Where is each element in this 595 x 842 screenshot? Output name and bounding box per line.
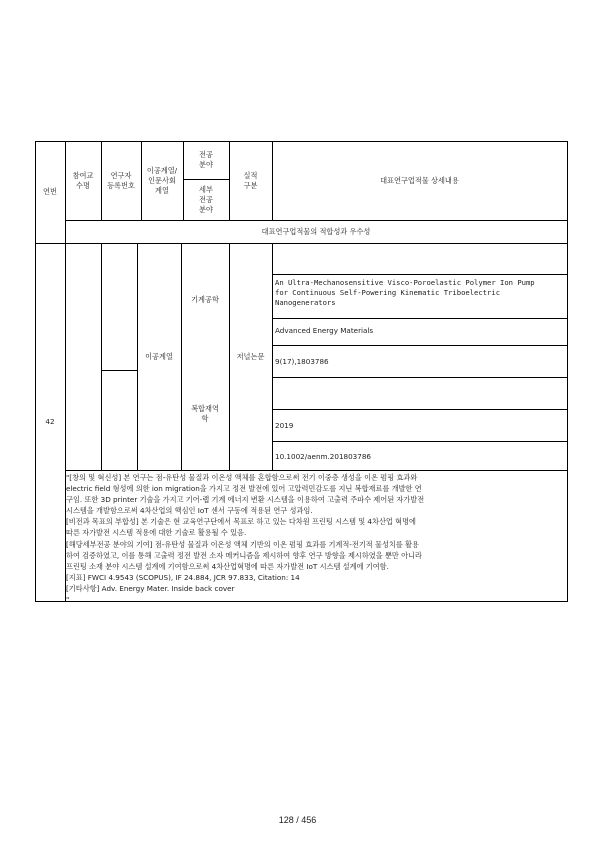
entry-number: 42 (45, 417, 55, 426)
header-detail: 대표연구업적물 상세내용 (380, 176, 459, 185)
header-no: 연번 (43, 187, 57, 196)
page-number: 128 / 456 (278, 815, 317, 825)
entry-title: An Ultra-Mechanosensitive Visco-Poroelastic Polymer Ion Pump for Continuous Self-Powering Kinematic Triboelectric Nanogenerators (275, 278, 535, 307)
entry-doi: 10.1002/aenm.201803786 (275, 452, 371, 461)
entry-sub-major: 복합재역 학 (191, 404, 219, 423)
fitness-description: "[창의 및 혁신성] 본 연구는 점-유탄성 물질과 이온성 액체를 혼합함으로써 전기 이중층 생성을 이온 펌핑 효과와 electric field 형성에 의한 ion migration을 가지고 정전 발전에 있어 고압력민감도를 지닌 복합재료를 개발한 연 구임. 또한 3D printer 기술을 가지고 기어-랩 기계 에너지 변환 시스템을 이용하여 고출력 주파수 제어된 자가발전 시스템을 개발함으로써 4차산업의 핵심인 IoT 센서 구동에 적용된 연구 성과임. [비전과 목표의 부합성] 본 기술은 현 교육연구단에서 목표로 하고 있는 다차원 프린팅 시스템 및 4차산업 혁명에 따른 자가발전 시스템 적용에 대한 기술로 활용될 수 있음. [해당세부전공 분야의 기여] 점-유탄성 물질과 이온성 액체 기반의 이온 펌핑 효과를 기계적-전기적 물성치를 활용 하여 검증하였고, 이를 통해 고출력 정전 발전 소자 메커니즘을 제시하여 향후 연구 방향을 제시하였을 뿐만 아니라 프린팅 소재 분야 시스템 설계에 기여함으로써 4차산업혁명에 따른 자가발전 IoT 시스템 설계에 기여함. [지표] FWCI 4.9543 (SCOPUS), IF 24.884, JCR 97.833, Citation: 14 [기타사항] Adv. Energy Mater. Inside back cover " (66, 473, 425, 605)
header-sub-major: 세부 전공 분야 (199, 185, 213, 214)
header-achievement: 실적 구분 (243, 171, 258, 190)
entry-major: 기계공학 (191, 295, 219, 304)
header-major: 전공 분야 (199, 150, 213, 169)
header-participant: 참여교 수명 (72, 171, 94, 190)
entry-field: 이공계열 (145, 352, 173, 361)
header-field: 이공계열/ 인문사회 계열 (146, 166, 178, 195)
header-researcher: 연구자 등록번호 (107, 171, 135, 190)
header-fitness: 대표연구업적물의 적합성과 우수성 (261, 227, 371, 236)
entry-achievement-type: 저널논문 (236, 352, 265, 361)
entry-journal: Advanced Energy Materials (275, 326, 374, 335)
entry-volume: 9(17),1803786 (275, 357, 329, 366)
entry-year: 2019 (275, 421, 294, 430)
